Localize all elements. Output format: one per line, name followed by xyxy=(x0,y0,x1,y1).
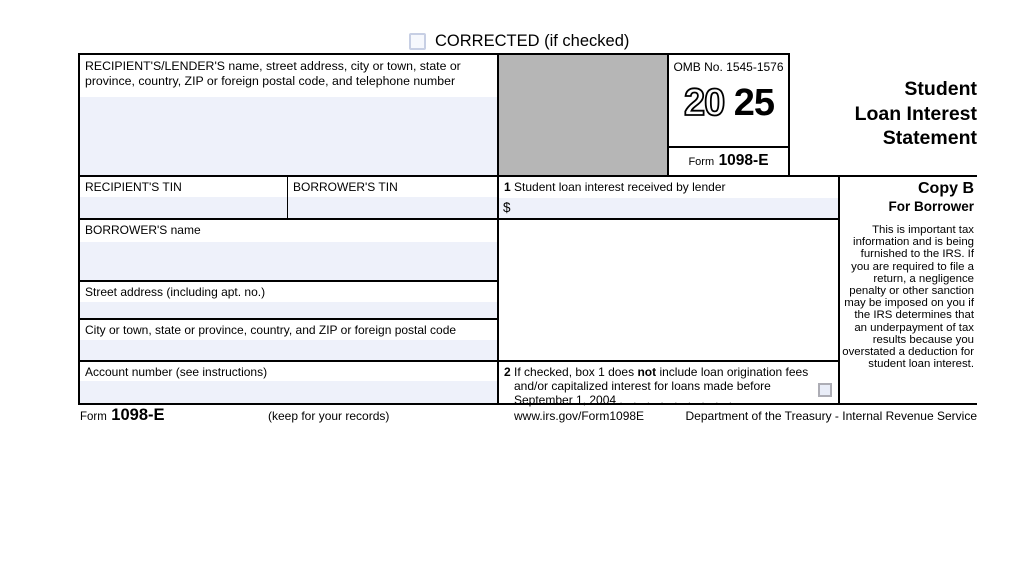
box2-text-pre: If checked, box 1 does xyxy=(514,365,635,379)
footer-form-id xyxy=(80,406,165,425)
form-number: 1098-E xyxy=(718,152,769,169)
recipient-tin-cell xyxy=(78,175,287,218)
recipient-lender-input[interactable] xyxy=(80,97,497,175)
recipient-lender-label: RECIPIENT'S/LENDER'S name, street address, city or town, state or province, country, ZIP or foreign postal code, and telephone number xyxy=(85,59,461,88)
account-number-input[interactable] xyxy=(80,381,497,403)
corrected-checkbox[interactable] xyxy=(409,33,426,50)
account-number-cell xyxy=(78,360,497,403)
corrected-label: CORRECTED (if checked) xyxy=(435,32,630,50)
form-title xyxy=(790,53,977,175)
table-bottom-border xyxy=(78,403,977,405)
borrower-tin-label: BORROWER'S TIN xyxy=(293,180,398,194)
tax-notice-text: This is important tax information and is being furnished to the IRS. If you are required to file a return, a negligence penalty or other sanction may be imposed on you if the IRS determines that an underpayment of tax results because you overstated a deduction for student loan interest. xyxy=(842,224,974,371)
recipient-tin-input[interactable] xyxy=(80,197,287,218)
city-label: City or town, state or province, country, and ZIP or foreign postal code xyxy=(85,323,457,337)
form-title-line: Loan Interest xyxy=(854,102,977,125)
recipient-tin-label: RECIPIENT'S TIN xyxy=(85,180,182,194)
box2-checkbox[interactable] xyxy=(818,383,832,397)
street-address-label: Street address (including apt. no.) xyxy=(85,285,266,299)
street-address-cell xyxy=(78,280,497,318)
city-cell xyxy=(78,318,497,360)
borrower-tin-cell xyxy=(287,175,497,218)
box2-label xyxy=(499,362,838,407)
footer-form-number: 1098-E xyxy=(111,406,165,424)
svg-text:20 25 xyxy=(683,82,774,124)
omb-year-cell xyxy=(667,53,790,175)
tax-year-outline: 20 xyxy=(683,82,724,124)
box1-cell xyxy=(497,175,838,218)
box2-cell xyxy=(497,360,838,408)
shaded-area xyxy=(497,53,667,175)
box1-label xyxy=(499,177,838,195)
footer-form-word: Form xyxy=(80,411,107,423)
irs-url[interactable]: www.irs.gov/Form1098E xyxy=(514,409,645,423)
box2-number: 2 xyxy=(504,365,511,379)
box2-not: not xyxy=(637,365,657,379)
borrower-name-label: BORROWER'S name xyxy=(85,223,201,237)
tax-year xyxy=(669,78,788,129)
box2-text-post: include loan origination fees and/or capitalized interest for loans made before September 1, 2004 xyxy=(514,365,809,408)
city-input[interactable] xyxy=(80,340,497,360)
treasury-attribution: Department of the Treasury - Internal Revenue Service xyxy=(685,409,977,423)
empty-box xyxy=(497,218,838,360)
form-title-line: Student xyxy=(904,77,977,100)
keep-for-records-note: (keep for your records) xyxy=(268,409,390,423)
copy-b-column xyxy=(838,175,977,403)
omb-number: OMB No. 1545-1576 xyxy=(673,60,784,74)
box1-amount-input[interactable] xyxy=(499,198,838,218)
form-number-strip xyxy=(669,146,788,175)
tax-year-solid: 25 xyxy=(733,82,774,124)
form-word: Form xyxy=(688,156,715,168)
box1-label-text: Student loan interest received by lender xyxy=(514,180,726,194)
box2-dot-leaders: . . . . . . . . . xyxy=(619,393,733,408)
borrower-tin-input[interactable] xyxy=(288,197,497,218)
borrower-name-input[interactable] xyxy=(80,242,497,280)
account-number-label: Account number (see instructions) xyxy=(85,365,268,379)
tax-year-graphic xyxy=(674,78,784,124)
copy-b-title: Copy B xyxy=(918,180,974,197)
recipient-lender-cell xyxy=(78,53,497,175)
box1-number: 1 xyxy=(504,180,511,194)
copy-b-subtitle: For Borrower xyxy=(888,199,974,214)
borrower-name-cell xyxy=(78,218,497,280)
form-title-line: Statement xyxy=(882,127,977,150)
street-address-input[interactable] xyxy=(80,302,497,318)
currency-symbol: $ xyxy=(503,200,511,215)
